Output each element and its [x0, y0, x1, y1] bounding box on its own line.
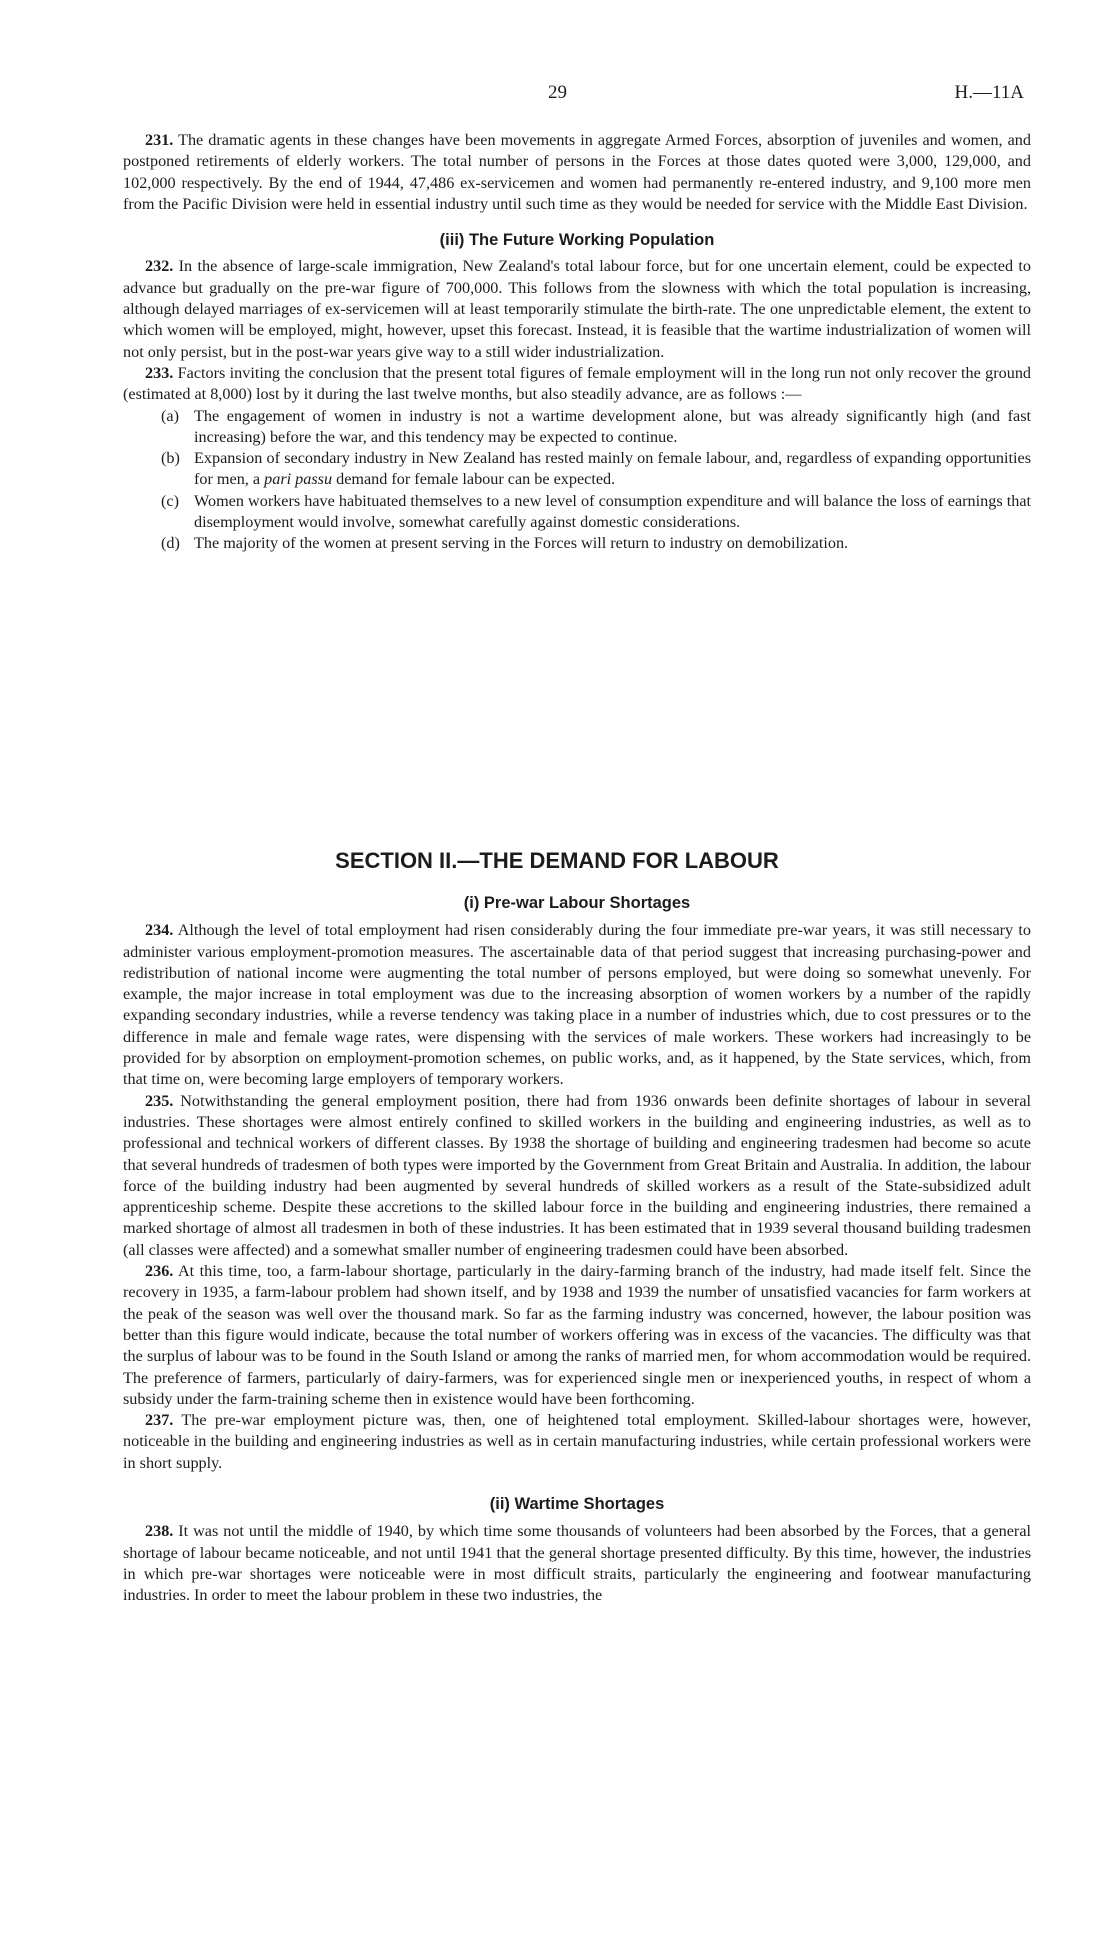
paragraph-236 — [123, 1261, 1031, 1410]
list-text: The engagement of women in industry is not a wartime development alone, but was already significantly high (and fast increasing) before the war, and this tendency may be expected to continue. — [194, 406, 1031, 446]
list-item — [123, 406, 1031, 449]
list-item — [123, 533, 1031, 554]
page-number: 29 — [548, 82, 567, 103]
paragraph-text: In the absence of large-scale immigration, New Zealand's total labour force, but for one uncertain element, could be expected to advance but gradually on the pre-war figure of 700,000. This follows from the slowness with which the total population is increasing, although delayed marriages of ex-servicemen will at least temporarily stimulate the birth-rate. The one unpredictable element, the extent to which women will be employed, might, however, upset this forecast. Instead, it is feasible that the wartime industrialization of women will not only persist, but in the post-war years give way to a still wider industrialization. — [123, 257, 1031, 361]
paragraph-number: 231. — [145, 131, 174, 149]
paragraph-number: 233. — [145, 363, 174, 382]
list-item — [123, 491, 1031, 534]
document-reference: H.—11A — [954, 82, 1024, 103]
list-text: The majority of the women at present serving in the Forces will return to industry on demobilization. — [194, 534, 849, 553]
list-item — [123, 448, 1031, 491]
paragraph-text: At this time, too, a farm-labour shortage, particularly in the dairy-farming branch of the industry, had made itself felt. Since the recovery in 1935, a farm-labour problem had shown itself, and by 1938 and 1939 the number of unsatisfied vacancies for farm workers at the peak of the season was well over the thousand mark. So far as the farming industry was concerned, however, the labour position was better than this figure would indicate, because the total number of workers offering was in excess of the vacancies. The difficulty was that the surplus of labour was to be found in the South Island or among the ranks of married men, for whom accommodation would be required. The preference of farmers, particularly of dairy-farmers, was for experienced single men or inexperienced youths, in respect of whom a subsidy under the farm-training scheme then in existence would have been forthcoming. — [123, 1262, 1032, 1408]
paragraph-number: 236. — [145, 1262, 174, 1281]
paragraph-237 — [123, 1410, 1031, 1474]
paragraph-number: 235. — [145, 1091, 174, 1110]
paragraph-number: 234. — [145, 921, 174, 940]
list-label: (a) — [161, 406, 179, 425]
paragraph-text: It was not until the middle of 1940, by which time some thousands of volunteers had been absorbed by the Forces, that a general shortage of labour became noticeable, and not until 1941 that the general shortage presented difficulty. By this time, however, the industries in which pre-war shortages were noticeable were in most difficult straits, particularly the engineering and footwear manufacturing industries. In order to meet the labour problem in these two industries, the — [123, 1522, 1032, 1605]
list-text: demand for female labour can be expected. — [332, 470, 616, 489]
list-label: (c) — [161, 491, 179, 510]
list-label: (d) — [161, 534, 180, 553]
list-text-italic: pari passu — [264, 470, 333, 489]
paragraph-234 — [123, 920, 1031, 1090]
paragraph-235 — [123, 1091, 1031, 1261]
paragraph-231 — [123, 130, 1031, 215]
paragraph-text: Although the level of total employment had risen considerably during the four immediate pre-war years, it was still necessary to administer various employment-promotion measures. The ascertainable data of that period suggest that increasing purchasing-power and redistribution of national income were augmenting the total number of persons employed, but were doing so somewhat unevenly. For example, the major increase in total employment was due to the increasing absorption of women workers by a number of the rapidly expanding secondary industries, while a reverse tendency was taking place in a number of industries which, due to cost pressures or to the difference in male and female wage rates, were dispensing with the services of male workers. These workers had increasingly to be provided for by absorption on employment-promotion schemes, on public works, and, as it happened, by the State services, which, from that time on, were becoming large employers of temporary workers. — [123, 921, 1031, 1089]
upper-text-block — [123, 130, 1031, 555]
paragraph-text: Factors inviting the conclusion that the present total figures of female employment will in the long run not only recover the ground (estimated at 8,000) lost by it during the last twelve months, but also steadily advance, are as follows :— — [123, 363, 1032, 404]
paragraph-233 — [123, 363, 1031, 406]
heading-future-working-population: (iii) The Future Working Population — [439, 231, 715, 250]
paragraph-text: The dramatic agents in these changes have been movements in aggregate Armed Forces, absorption of juveniles and women, and postponed retirements of elderly workers. The total number of persons in the Forces at those dates quoted were 3,000, 129,000, and 102,000 respectively. By the end of 1944, 47,486 ex-servicemen and women had permanently re-entered industry, and 9,100 more men from the Pacific Division were held in essential industry until such time as they would be needed for service with the Middle East Division. — [123, 131, 1031, 213]
list-text: Women workers have habituated themselves to a new level of consumption expenditure and will balance the loss of earnings that disemployment would involve, somewhat carefully against domestic considerations. — [194, 491, 1031, 532]
list-text: Expansion of secondary industry in New Zealand has rested mainly on female labour, and, regardless of expanding opportunities for men, a — [194, 449, 1031, 489]
paragraph-text: The pre-war employment picture was, then, one of heightened total employment. Skilled-labour shortages were, however, noticeable in the building and engineering industries as well as in certain manufacturing industries, while certain professional workers were in short supply. — [123, 1411, 1031, 1472]
paragraph-number: 232. — [145, 257, 174, 276]
paragraph-238 — [123, 1521, 1031, 1606]
section-title: SECTION II.—THE DEMAND FOR LABOUR — [335, 848, 779, 873]
heading-prewar-labour-shortages: (i) Pre-war Labour Shortages — [463, 894, 691, 912]
list-label: (b) — [161, 449, 180, 468]
paragraph-number: 237. — [145, 1411, 174, 1430]
paragraph-text: Notwithstanding the general employment position, there had from 1936 onwards been definite shortages of labour in several industries. These shortages were almost entirely confined to skilled workers in the building and engineering industries, as well as to professional and technical workers of different classes. By 1938 the shortage of building and engineering tradesmen had become so acute that several hundreds of tradesmen of both types were imported by the Government from Great Britain and Australia. In addition, the labour force of the building industry had been augmented by several hundreds of skilled workers as a result of the State-subsidized adult apprenticeship scheme. Despite these accretions to the skilled labour force in the building and engineering industries, there remained a marked shortage of almost all tradesmen in both of these industries. It has been estimated that in 1939 several thousand building tradesmen (all classes were affected) and a somewhat smaller number of engineering tradesmen could have been absorbed. — [123, 1091, 1031, 1259]
factors-list — [123, 406, 1031, 555]
paragraph-232 — [123, 256, 1031, 362]
paragraph-number: 238. — [145, 1522, 174, 1541]
heading-wartime-shortages: (ii) Wartime Shortages — [489, 1495, 665, 1514]
lower-text-block — [123, 893, 1031, 1607]
